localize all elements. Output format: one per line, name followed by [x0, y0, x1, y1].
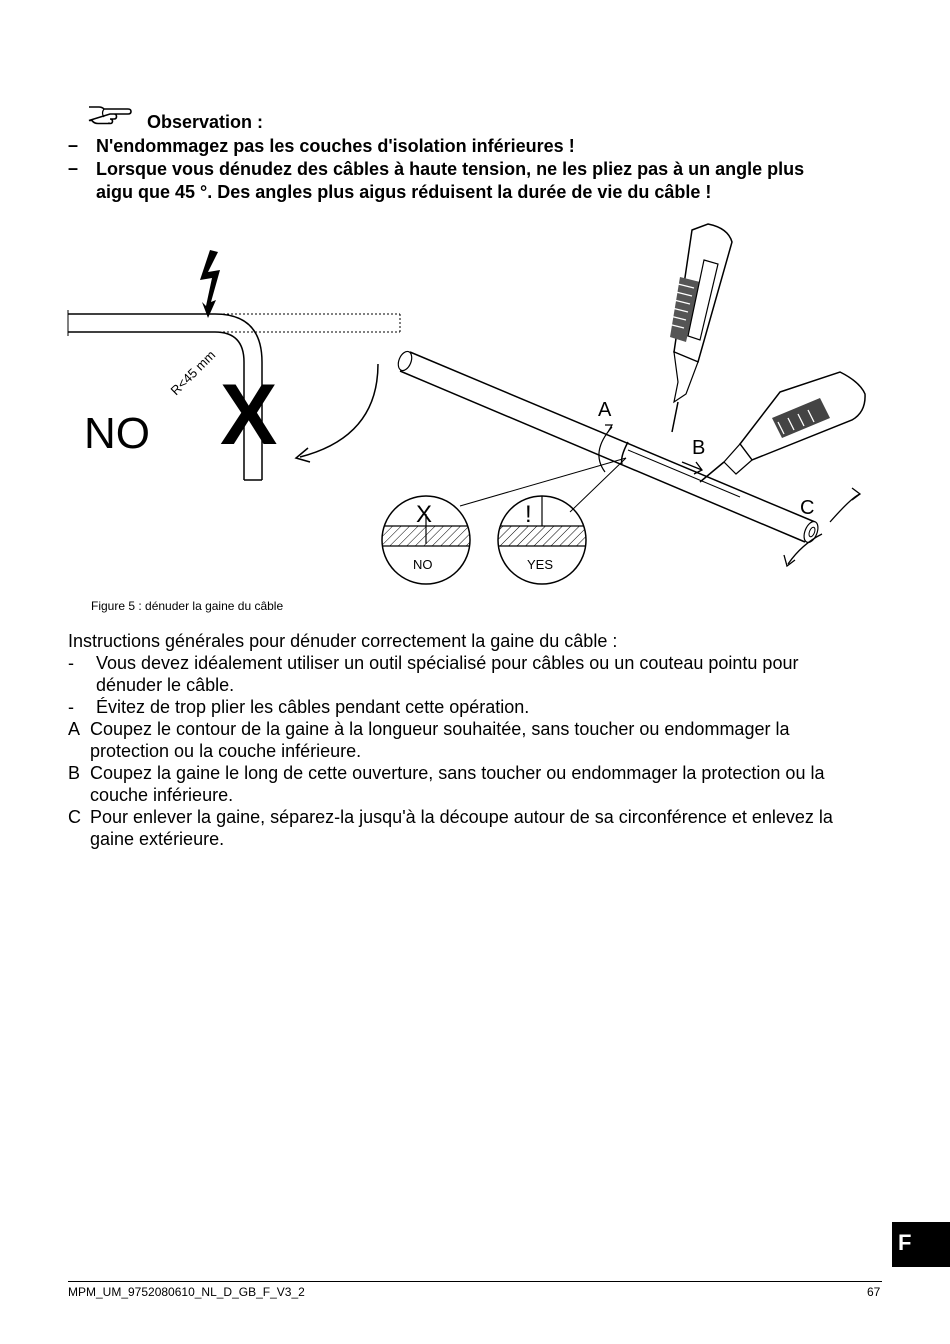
utility-knife-a	[668, 224, 732, 432]
footer-document-id: MPM_UM_9752080610_NL_D_GB_F_V3_2	[68, 1285, 305, 1299]
observation-title: Observation :	[147, 112, 264, 132]
figure-caption: Figure 5 : dénuder la gaine du câble	[91, 599, 284, 613]
instructions-intro: Instructions générales pour dénuder correctement la gaine du câble :	[68, 631, 618, 651]
footer-divider	[68, 1281, 882, 1282]
no-label: NO	[84, 409, 150, 458]
language-tab-letter: F	[898, 1230, 912, 1255]
bullet-2-line-1: Évitez de trop plier les câbles pendant cette opération.	[96, 697, 530, 717]
bullet-2-marker: -	[68, 697, 74, 717]
observation-item-1: N'endommagez pas les couches d'isolation inférieures !	[96, 136, 575, 156]
step-a-marker: A	[68, 719, 81, 739]
observation-item-2-line-1: Lorsque vous dénudez des câbles à haute tension, ne les pliez pas à un angle plus	[96, 159, 805, 179]
observation-dash-2: –	[68, 158, 79, 178]
straight-cable-diagram	[396, 224, 865, 566]
utility-knife-b	[700, 372, 865, 482]
detail-no	[382, 496, 472, 584]
observation-dash-1: –	[68, 135, 79, 155]
detail-no-mark: X	[416, 501, 433, 528]
detail-yes	[498, 496, 588, 584]
radius-label: R<45 mm	[167, 347, 219, 399]
bent-cable-wrong-example	[68, 250, 400, 480]
step-b-marker: B	[68, 763, 81, 783]
step-b-line-1: Coupez la gaine le long de cette ouverture, sans toucher ou endommager la protection ou la	[90, 763, 825, 783]
detail-yes-label: YES	[527, 557, 554, 572]
step-a-line-2: protection ou la couche inférieure.	[90, 741, 362, 761]
pointing-hand-icon	[86, 103, 132, 125]
footer-page-number: 67	[867, 1285, 881, 1299]
bullet-1-line-1: Vous devez idéalement utiliser un outil spécialisé pour câbles ou un couteau pointu pour	[96, 653, 799, 673]
detail-no-label: NO	[413, 557, 433, 572]
observation-item-2-line-2: aigu que 45 °. Des angles plus aigus réduisent la durée de vie du câble !	[96, 182, 712, 202]
detail-yes-mark: !	[525, 501, 532, 528]
step-b-line-2: couche inférieure.	[90, 785, 234, 805]
step-c-marker: C	[68, 807, 81, 827]
bullet-1-line-2: dénuder le câble.	[96, 675, 235, 695]
step-a-line-1: Coupez le contour de la gaine à la longueur souhaitée, sans toucher ou endommager la	[90, 719, 790, 739]
step-b-label: B	[692, 437, 706, 459]
step-c-label: C	[800, 497, 815, 519]
bullet-1-marker: -	[68, 653, 74, 673]
step-c-line-1: Pour enlever la gaine, séparez-la jusqu'à la découpe autour de sa circonférence et enlevez la	[90, 807, 833, 827]
step-c-line-2: gaine extérieure.	[90, 829, 225, 849]
wrong-x-mark: X	[220, 367, 278, 463]
lightning-bolt-icon	[200, 250, 220, 318]
step-a-label: A	[598, 399, 612, 421]
cable-stripping-figure	[60, 222, 890, 597]
